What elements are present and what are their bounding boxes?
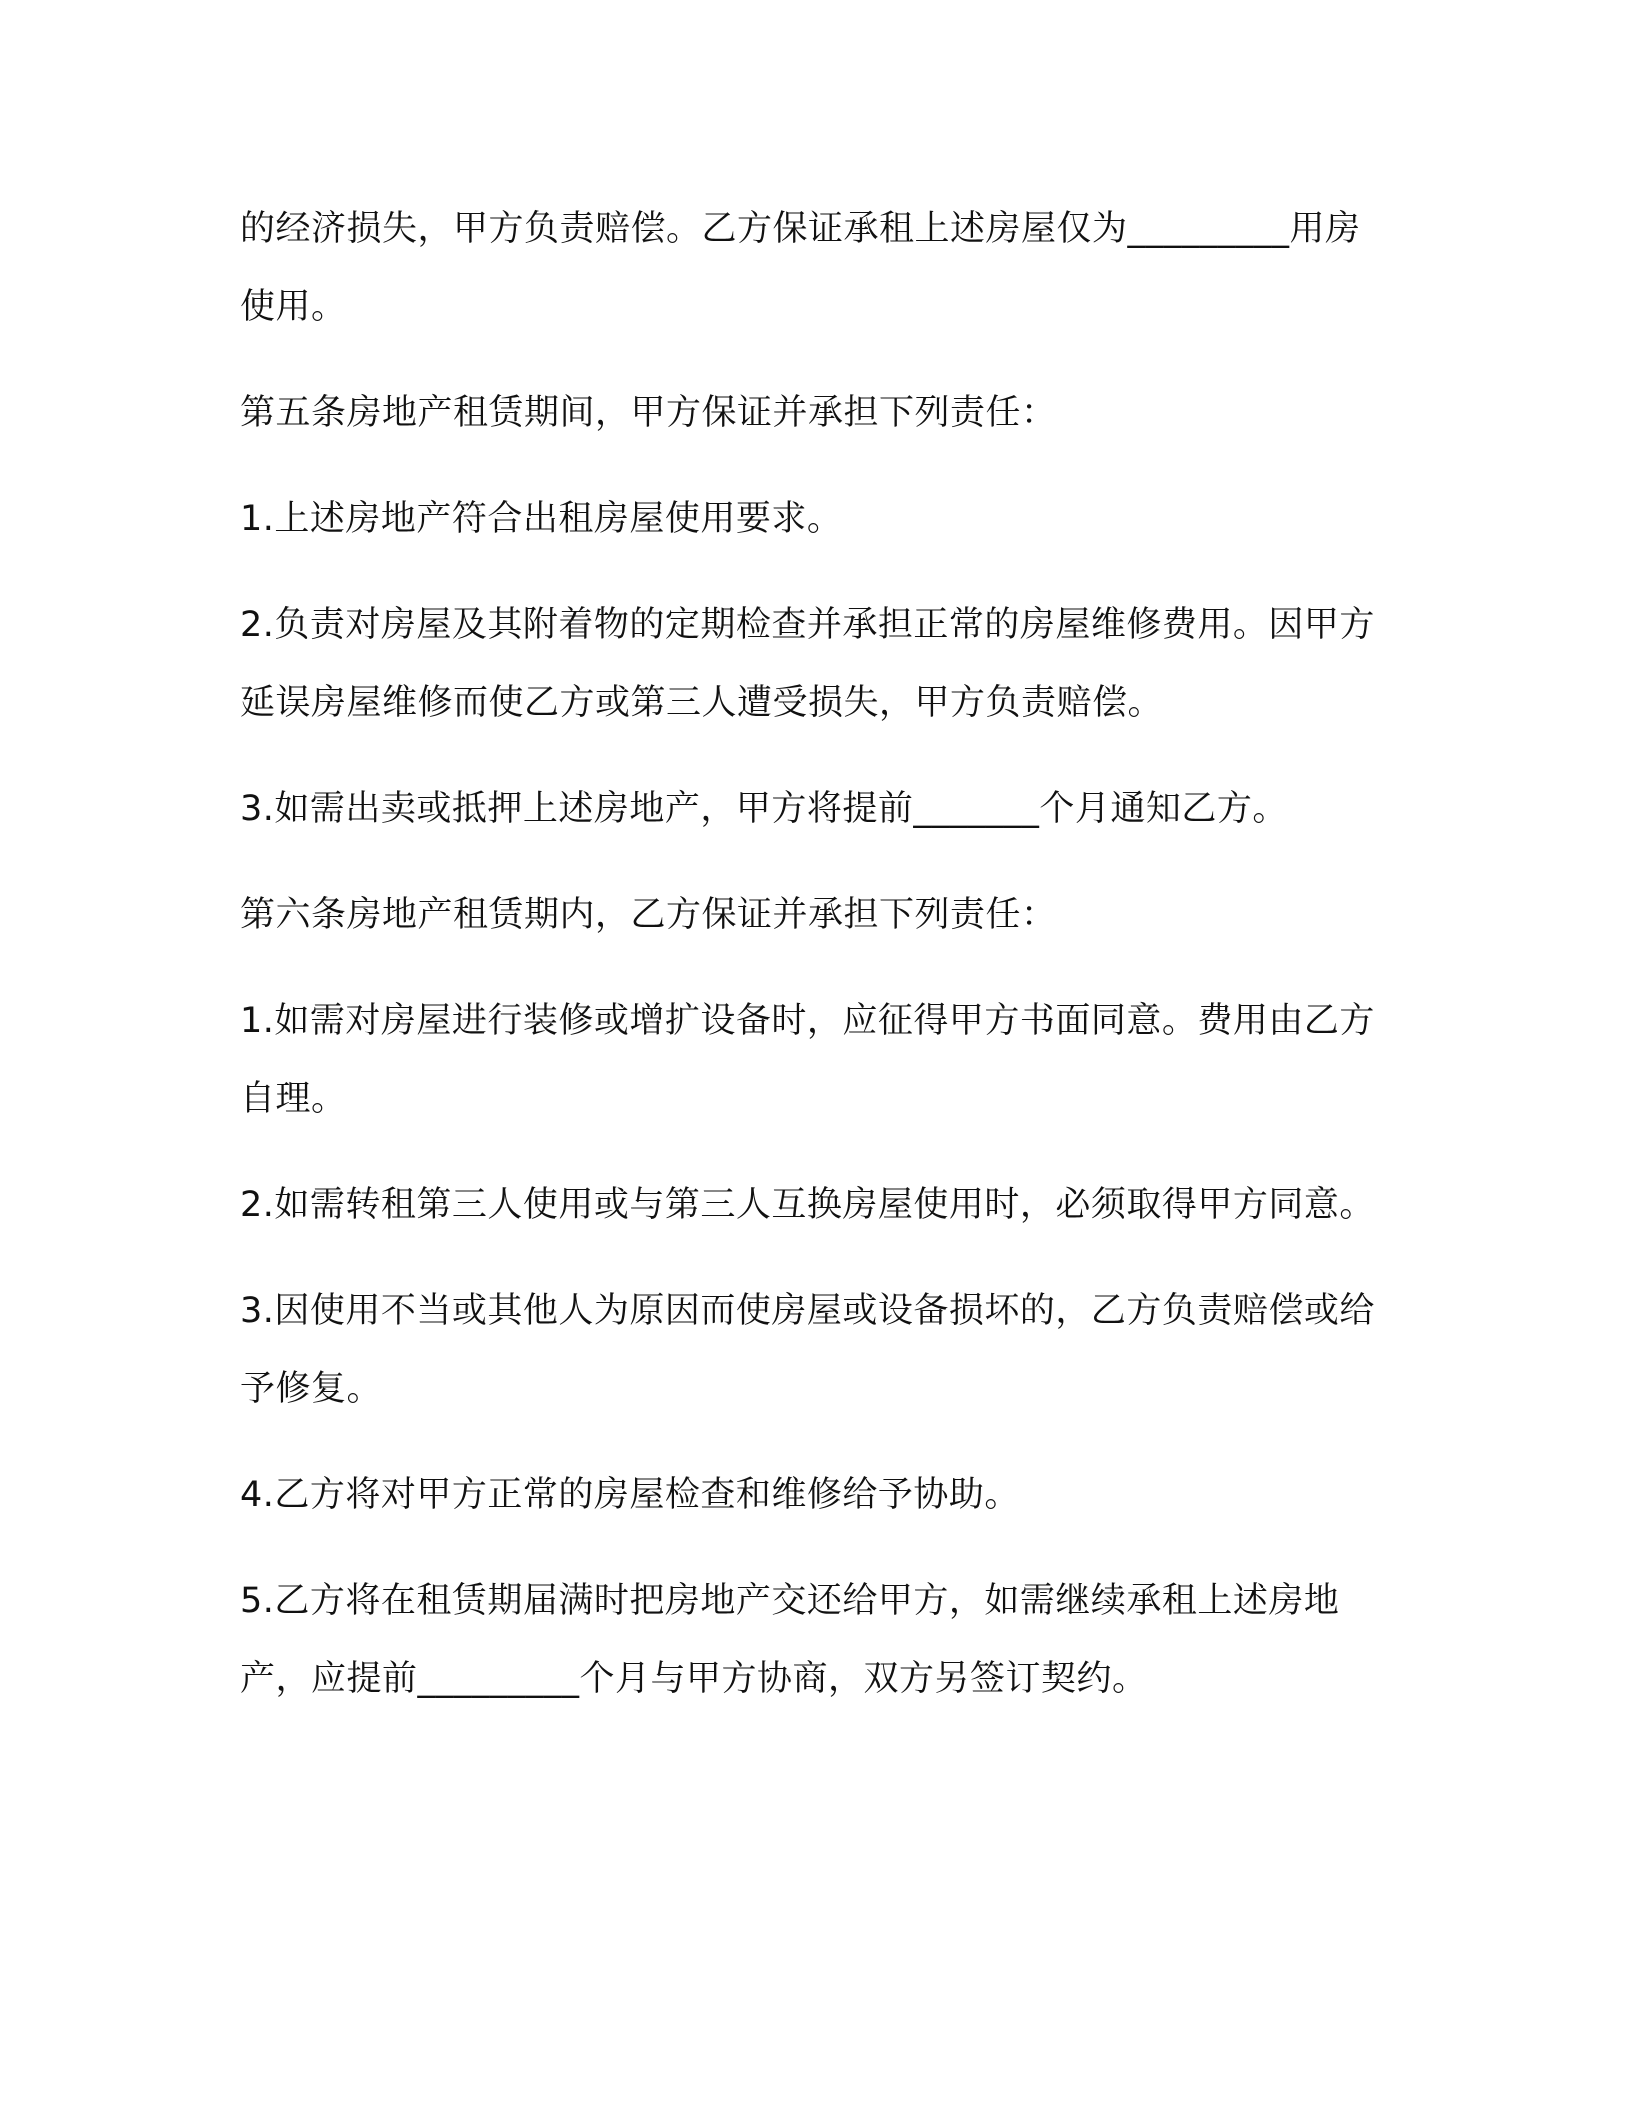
article-5-item-3: 3.如需出卖或抵押上述房地产，甲方将提前_______个月通知乙方。 xyxy=(240,789,1288,829)
article-6-item-1: 1.如需对房屋进行装修或增扩设备时，应征得甲方书面同意。费用由乙方自理。 xyxy=(240,1001,1375,1119)
article-5-item-2: 2.负责对房屋及其附着物的定期检查并承担正常的房屋维修费用。因甲方延误房屋维修而使乙方或第三人遭受损失，甲方负责赔偿。 xyxy=(240,605,1375,723)
article-6-heading: 第六条房地产租赁期内，乙方保证并承担下列责任： xyxy=(240,895,1057,935)
document-body xyxy=(240,190,1375,1746)
article-6-item-5: 5.乙方将在租赁期届满时把房地产交还给甲方，如需继续承租上述房地产，应提前_________个月与甲方协商，双方另签订契约。 xyxy=(240,1581,1340,1699)
article-6-item-3: 3.因使用不当或其他人为原因而使房屋或设备损坏的，乙方负责赔偿或给予修复。 xyxy=(240,1291,1375,1409)
article-6-item-2: 2.如需转租第三人使用或与第三人互换房屋使用时，必须取得甲方同意。 xyxy=(240,1185,1375,1225)
paragraph-compensation-usage: 的经济损失，甲方负责赔偿。乙方保证承租上述房屋仅为_________用房使用。 xyxy=(240,209,1361,327)
article-5-heading: 第五条房地产租赁期间，甲方保证并承担下列责任： xyxy=(240,393,1057,433)
article-5-item-1: 1.上述房地产符合出租房屋使用要求。 xyxy=(240,499,843,539)
article-6-item-4: 4.乙方将对甲方正常的房屋检查和维修给予协助。 xyxy=(240,1475,1020,1515)
